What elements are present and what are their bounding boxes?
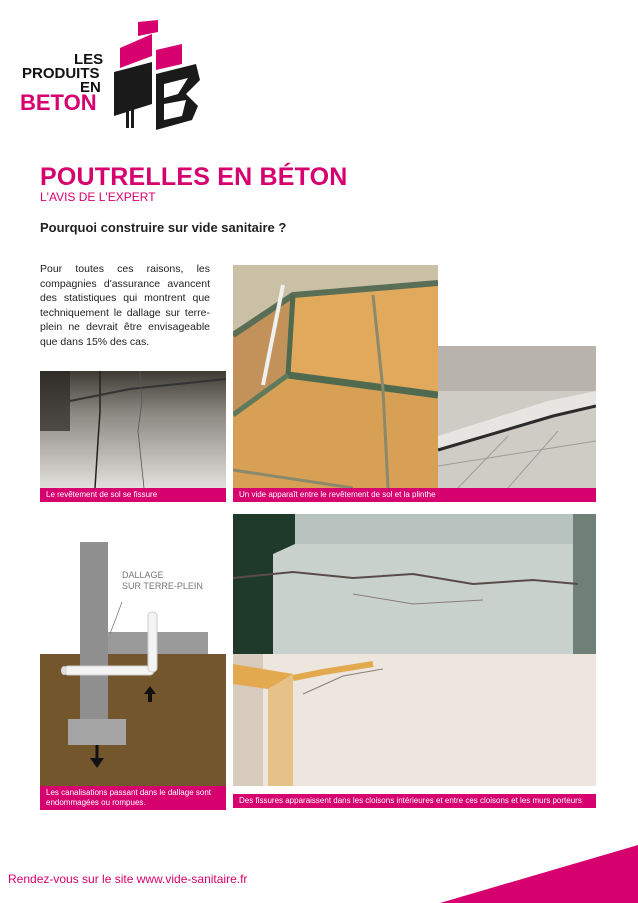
logo-line-en: EN (80, 79, 101, 96)
logo-line-les: LES (74, 51, 104, 68)
intro-paragraph: Pour toutes ces raisons, les compagnies d'assurance avancent des statistiques qui montrent que techniquement le dallage sur terre-plein ne devrait être envisageable que dans 15% des cas. (40, 263, 210, 348)
logo-line-produits: PRODUITS (22, 65, 100, 82)
floor-crack-photo (40, 371, 226, 488)
caption-floor-crack: Le revêtement de sol se fissure (40, 488, 226, 502)
logo (20, 20, 200, 135)
partition-crack-photo (233, 654, 596, 786)
footer-decoration (440, 845, 638, 903)
footer-link[interactable]: Rendez-vous sur le site www.vide-sanitaire.fr (8, 872, 248, 886)
plinth-photo (438, 346, 596, 488)
slab-diagram (40, 514, 226, 786)
tile-corner-photo (233, 265, 438, 488)
logo-emblem (112, 20, 200, 132)
diagram-label-line1: DALLAGE (122, 570, 164, 580)
page-title: POUTRELLES EN BÉTON (40, 163, 348, 191)
caption-pipes: Les canalisations passant dans le dallage sont endommagées ou rompues. (40, 786, 226, 810)
section-question: Pourquoi construire sur vide sanitaire ? (40, 220, 287, 235)
caption-wall-cracks: Des fissures apparaissent dans les cloisons intérieures et entre ces cloisons et les murs porteurs (233, 794, 596, 808)
caption-plinth-gap: Un vide apparaît entre le revêtement de sol et la plinthe (233, 488, 596, 502)
diagram-label-line2: SUR TERRE-PLEIN (122, 581, 203, 591)
logo-line-beton: BETON (20, 90, 97, 115)
wall-crack-photo (233, 514, 596, 654)
page-subtitle: L'AVIS DE L'EXPERT (40, 190, 156, 204)
